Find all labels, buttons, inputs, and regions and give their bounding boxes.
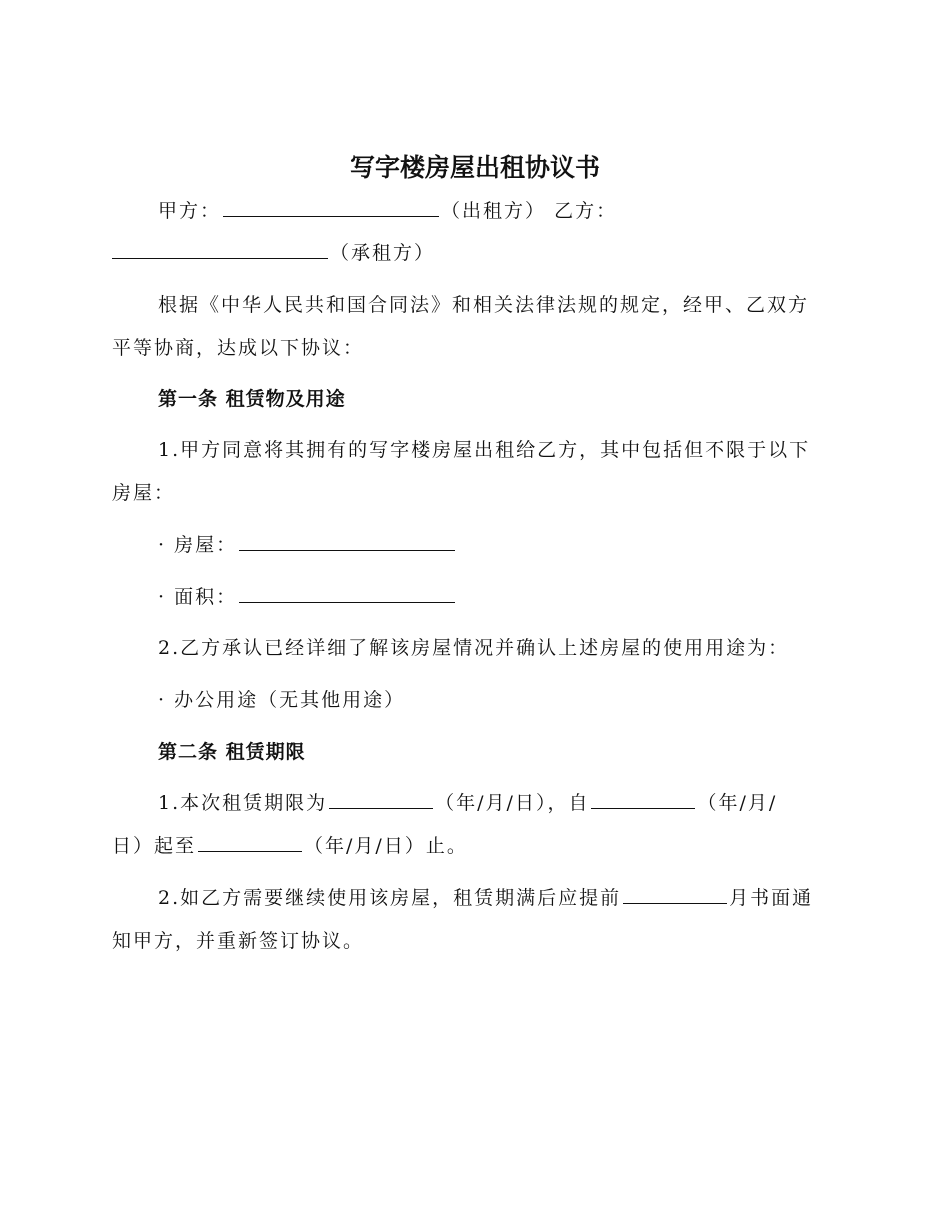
document-title: 写字楼房屋出租协议书 bbox=[349, 153, 600, 182]
area-blank bbox=[239, 582, 455, 603]
article-2-clause-2-line-2: 知甲方，并重新签订协议。 bbox=[112, 930, 365, 952]
party-a-blank bbox=[223, 196, 439, 217]
bullet-house bbox=[158, 530, 457, 560]
bullet-house-label: · 房屋： bbox=[158, 534, 238, 556]
article-1-clause-2: 2.乙方承认已经详细了解该房屋情况并确认上述房屋的使用用途为： bbox=[158, 637, 790, 659]
bullet-area-label: · 面积： bbox=[158, 586, 238, 608]
party-a-line bbox=[158, 196, 617, 226]
party-b-label: 乙方： bbox=[554, 200, 618, 222]
renewal-unit: 月书面通 bbox=[729, 887, 814, 909]
article-2-clause-2-line-1 bbox=[158, 883, 813, 913]
term-label: 1.本次租赁期限为 bbox=[158, 792, 328, 814]
article-2-clause-1-line-2 bbox=[112, 831, 468, 861]
end-date-blank bbox=[198, 831, 302, 852]
term-unit: （年/月/日），自 bbox=[435, 792, 590, 814]
party-a-label: 甲方： bbox=[158, 200, 222, 222]
start-date-blank bbox=[591, 788, 695, 809]
house-blank bbox=[239, 530, 455, 551]
article-1-heading: 第一条 租赁物及用途 bbox=[158, 388, 346, 410]
renewal-label: 2.如乙方需要继续使用该房屋，租赁期满后应提前 bbox=[158, 887, 622, 909]
party-b-role: （承租方） bbox=[330, 242, 436, 264]
party-a-role: （出租方） bbox=[441, 200, 547, 222]
bullet-use: · 办公用途（无其他用途） bbox=[158, 689, 406, 711]
term-blank bbox=[329, 788, 433, 809]
article-2-clause-1-line-1 bbox=[158, 788, 777, 818]
end-date-label: 日）起至 bbox=[112, 835, 197, 857]
intro-line-2: 平等协商，达成以下协议： bbox=[112, 337, 365, 359]
start-date-unit: （年/月/ bbox=[697, 792, 778, 814]
end-date-unit: （年/月/日）止。 bbox=[304, 835, 468, 857]
party-b-line bbox=[112, 238, 435, 268]
notice-months-blank bbox=[623, 883, 727, 904]
party-b-blank bbox=[112, 238, 328, 259]
article-1-clause-1-line-2: 房屋： bbox=[112, 482, 176, 504]
bullet-area bbox=[158, 582, 457, 612]
intro-line-1: 根据《中华人民共和国合同法》和相关法律法规的规定，经甲、乙双方 bbox=[158, 294, 810, 316]
article-2-heading: 第二条 租赁期限 bbox=[158, 741, 306, 763]
article-1-clause-1-line-1: 1.甲方同意将其拥有的写字楼房屋出租给乙方，其中包括但不限于以下 bbox=[158, 439, 811, 461]
